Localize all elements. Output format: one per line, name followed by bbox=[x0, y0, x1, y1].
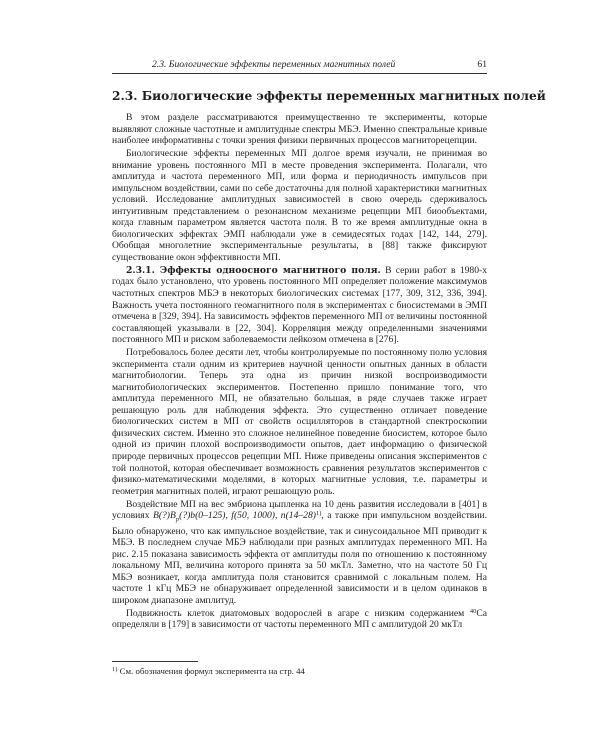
element-symbol: Ca bbox=[476, 607, 487, 619]
section-title: 2.3. Биологические эффекты переменных магнитных полей bbox=[112, 89, 546, 103]
paragraph-6 bbox=[112, 608, 487, 631]
footnote-marker: 1) bbox=[112, 666, 118, 673]
footnote-reference[interactable]: 1) bbox=[315, 510, 322, 518]
header-rule bbox=[112, 73, 487, 74]
page-number: 61 bbox=[477, 59, 487, 70]
subsection-lead-text: В серии работ в 1980-х годах было установлено, что уровень постоянного МП определяет положение максимумов частотных спектров МБЭ в некоторых биологических системах [177, 309, 312, 336, 394]. Важность учета постоянного геомагнитного поля в экспериментах с биосистемами в ЭМП отмечена в [329, 394]. На зависимость эффектов переменного МП от величины постоянной составляющей указывали в [22, 304]. Корреляция между определенными значениями постоянного МП и риском заболеваемости лейкозом отмечена в [276]. bbox=[112, 264, 487, 346]
running-head bbox=[112, 58, 487, 72]
formula-magnetic-conditions: $B(?)B_p(?)b(0-125)$, f(50, 1000), n(14–28) bbox=[152, 510, 316, 524]
footnote bbox=[112, 666, 487, 677]
footnote-text: См. обозначения формул эксперимента на стр. 44 bbox=[117, 666, 305, 676]
body-text bbox=[112, 112, 487, 631]
paragraph-6-text-a: Подвижность клеток диатомовых водорослей в агаре с низким содержанием bbox=[126, 607, 470, 619]
footnote-rule bbox=[112, 661, 198, 662]
paragraph-6-text-b: определяли в [179] в зависимости от частоты переменного МП с амплитудой 20 мкТл bbox=[112, 619, 463, 631]
paragraph-1: В этом разделе рассматриваются преимущественно те эксперименты, которые выявляют сложные частотные и амплитудные спектры МБЭ. Именно спектральные кривые наиболее информативны с точки зрения физики первичных процессов магниторецепции. bbox=[112, 112, 487, 147]
paragraph-2: Биологические эффекты переменных МП долгое время изучали, не принимая во внимание уровень постоянного МП в месте проведения эксперимента. Полагали, что амплитуда и частота переменного МП, или форма и периодичность импульсов при импульсном воздействии, сами по себе достаточны для полной характеристики магнитных условий. Исследование амплитудных зависимостей в свою очередь сдерживалось интуитивным представлением о резонансном механизме рецепции МП биообъектами, когда главным параметром является частота поля. В то же время амплитудные окна в биологических эффектах ЭМП наблюдали уже в семидесятых годах [142, 144, 279]. Обобщая многолетние экспериментальные результаты, в [88] также фиксируют существование окон эффективности МП. bbox=[112, 148, 487, 263]
paragraph-3 bbox=[112, 265, 487, 346]
formula-subscript: p bbox=[175, 516, 180, 524]
paragraph-4: Потребовалось более десяти лет, чтобы контролируемые по постоянному полю условия эксперимента стали одним из критериев научной ценности опытных данных в области магнитобиологии. Теперь эта одна из причин низкой воспроизводимости магнитобиологических экспериментов. Постепенно пришло понимание того, что амплитуда переменного МП, не обязательно большая, в ряде случаев также играет решающую роль для наблюдения эффекта. Это существенно отличает поведение биологических систем в МП от свойств осцилляторов в стандартной спектроскопии физических систем. Именно это сложное нелинейное поведение биосистем, которое было одной из причин плохой воспроизводимости опытов, дает информацию о физической природе первичных процессов рецепции МП. Ниже приведены описания экспериментов с той полнотой, которая обеспечивает возможность сравнения результатов экспериментов с физико-математическими моделями, в которых магнитные условия, т.е. параметры и геометрия магнитных полей, играют решающую роль. bbox=[112, 347, 487, 497]
subsection-title: 2.3.1. Эффекты одноосного магнитного поля. bbox=[126, 264, 381, 276]
running-title: 2.3. Биологические эффекты переменных магнитных полей bbox=[152, 59, 396, 70]
isotope-mass-number: 40 bbox=[469, 607, 477, 615]
paragraph-5-text-b: , а также при импульсном воздействии. Было обнаружено, что как импульсное воздействие, так и синусоидальное МП приводит к МБЭ. В последнем случае МБЭ наблюдали при разных амплитудах переменного МП. На рис. 2.15 показана зависимость эффекта от амплитуды поля по отношению к постоянному локальному МП, величина которого принята за 50 мкТл. Заметно, что на частоте 50 Гц МБЭ возникает, когда амплитуда поля становится сравнимой с локальным полем. На частоте 1 кГц МБЭ не обнаруживает определенной зависимости и в целом одинаков в широком диапазоне амплитуд. bbox=[112, 510, 487, 606]
paragraph-5 bbox=[112, 499, 487, 607]
paragraph-5-text-a: Воздействие МП на вес эмбриона цыпленка на 10 день развития исследовали в [401] в условиях bbox=[112, 498, 487, 522]
